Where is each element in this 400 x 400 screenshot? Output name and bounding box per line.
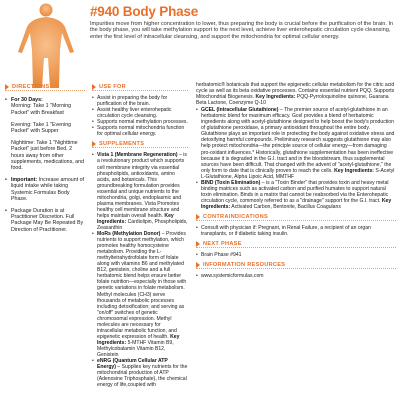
supplements-list-continued: [196, 107, 396, 210]
divider: [196, 220, 396, 221]
directions-section: [5, 84, 85, 233]
directions-item: Evening: Take 1 "Evening Packet" with Supper: [11, 121, 72, 135]
list-item: • Brain Phase #941: [196, 252, 242, 259]
triangle-arrow-icon: [92, 84, 96, 90]
list-item: • Assist healthy liver enterohepatic circulation cycle cleansing.: [92, 107, 172, 120]
information-resources-heading: INFORMATION RESOURCES: [196, 262, 396, 268]
supplements-heading: SUPPLEMENTS: [92, 141, 188, 147]
triangle-arrow-icon: [196, 241, 200, 247]
use-for-list: [92, 95, 188, 137]
supplement-item: • eNRG (Quantum Cellular ATP Energy) – Supplies key nutrients for the mitochondrial production of ATP (Adenosine Triphosphate), the chemical energy of life,coupled with: [92, 358, 188, 389]
use-for-heading: USE FOR: [92, 84, 188, 90]
supplement-item: • BIND (Toxin Elimination) – is a "Toxin Binder" that provides toxin and heavy metal binding matrices such as activated carbon and purified humates to support natural toxin elimination. Binds in a matrix that cannot be reabsorbed via the Enterohepatic circulation cycle, commonly referred to as a "drainage" support for the G.I. tract. Key Ingredients: Activated Carbon, Bentonite, Bacillus Coagulans: [196, 179, 392, 210]
directions-item: • Package Duration is at Practitioner Discretion. Full Package May Be Repeated By Direction of Practitioner.: [5, 208, 84, 233]
next-phase-list: [196, 252, 396, 258]
directions-item: • For 30 Days: Morning: Take 1 "Morning Packet" with Breakfast: [5, 97, 72, 116]
supplement-continuation: herbatomic® botanicals that support the epigenetic cellular metabolism for the citric acid cycle as well as its beta oxidative processes. Contains essential nutrient PQQ. Supports Mitochondrial Biogenesis. Key Ingredients: PQQ-Pyrroloquinoline quinone, Guarana Beta Lactone, Coenzyme Q-10: [196, 82, 395, 107]
directions-item: • Important: Increase amount of liquid intake while taking Systemic Formulas Body Phase.: [5, 177, 85, 202]
divider: [196, 247, 396, 248]
page-title: #940 Body Phase: [90, 4, 199, 19]
right-column: [196, 82, 396, 279]
supplement-item: • MoRs (Methylation Donor) – Provides nutrients to support methylation, which promotes healthy homocysteine metabolism. Providing the L-methyltetrahydrofolate form of folate along with vitamins B6 and methylated B12, genistein, choline and a full herbatomic blend helps ensure better folate nutrition—especially in those with genetic variations in folate metabolism. Methyl molecules (CH3) serve thousands of metabolic processes including detoxification; and serving as "on/off" switches of genetic chromosomal expression. Methyl molecules are necessary for intracellular metabolic function, and epigenetic expression of health. Key Ingredients: 5-MTHF Vitamin B9, Methylcobalamin Vitamin B12, Genistein: [92, 231, 187, 358]
supplements-list: [92, 152, 188, 388]
divider: [92, 90, 188, 91]
information-list: [196, 273, 396, 279]
list-item: • Supports normal methylation processes.: [92, 119, 188, 126]
contraindications-heading: CONTRAINDICATIONS: [196, 214, 396, 220]
divider: [92, 147, 188, 148]
directions-heading: DIRECTIONS: [5, 84, 85, 90]
triangle-arrow-icon: [196, 262, 200, 268]
list-item: • Assist in preparing the body for purification of the brain.: [92, 95, 168, 108]
list-item: • Supports normal mitochondria function for optimal cellular energy.: [92, 125, 185, 138]
middle-column: [92, 84, 188, 388]
triangle-arrow-icon: [196, 214, 200, 220]
next-phase-heading: NEXT PHASE: [196, 241, 396, 247]
divider: [196, 268, 396, 269]
website-link[interactable]: www.systemicformulas.com: [201, 273, 264, 280]
directions-item: Nighttime: Take 1 "Nighttime Packet" just before Bed. 2 hours away from other supplements, medications, and food.: [11, 140, 85, 172]
list-item[interactable]: • www.systemicformulas.com: [196, 273, 264, 280]
divider: [5, 90, 85, 91]
list-item: • Consult with physician if: Pregnant, in Renal Failure, a recipient of an organ transplants, or if diabetic taking insulin.: [196, 225, 371, 238]
triangle-arrow-icon: [92, 141, 96, 147]
supplement-item: • Vista 1 (Membrane Regeneration) – is a revolutionary product which supports cell membrane integrity via essential phospholipids, antioxidants, amino acids, and botanicals. This groundbreaking formulation provides essential and unique nutrients to the mitochondria, golgi, endoplasmic and plasma membranes. Vista Promotes healthy cell membrane structure and helps maintain overall health. Key Ingredients: Cardiolipin, Phospholipids, Zeaxanthin: [92, 152, 188, 231]
intro-paragraph: Impurities move from higher concentration to lower, thus preparing the body is crucial before the purification of the brain. In the body phase, you will take methylation support to the next level, achieve liver enterohepatic circulation cycle cleansing, enter the first level of intracellular cleansing, and support the mitochondria for optimal cellular energy.: [90, 21, 394, 40]
triangle-arrow-icon: [5, 84, 9, 90]
human-body-figure: [6, 0, 86, 90]
contraindications-list: [196, 225, 396, 237]
supplement-item: • GCEL (Intracellular Glutathione) – The premier source of acetyl-glutathione in an herbatomic blend for maximum efficacy. Gcel provides a blend of herbatomic ingredients along with acetyl-glutathione designed to help boost the body's production of glutathione peroxidase, a primary antioxidant throughout the entire body. Glutathione plays an important role in protecting the body against oxidative stress and detoxifying harmful compounds. Preliminary research suggests glutathione may also help protect mitochondria—the principle source of cellular energy—from damaging pro-oxidant influences.* Historically, glutathione supplementation has been ineffective because it is degraded in the G.I. tract and in the bloodstream, thus supplemental sources have been difficult. That changed with the advent of "acetyl-glutathione," the only form to date that is clinically proven to reach the cells. Key Ingredients: S-Acetyl L-Glutathione, Alpha Lipoic Acid, MMTHF: [196, 107, 395, 180]
